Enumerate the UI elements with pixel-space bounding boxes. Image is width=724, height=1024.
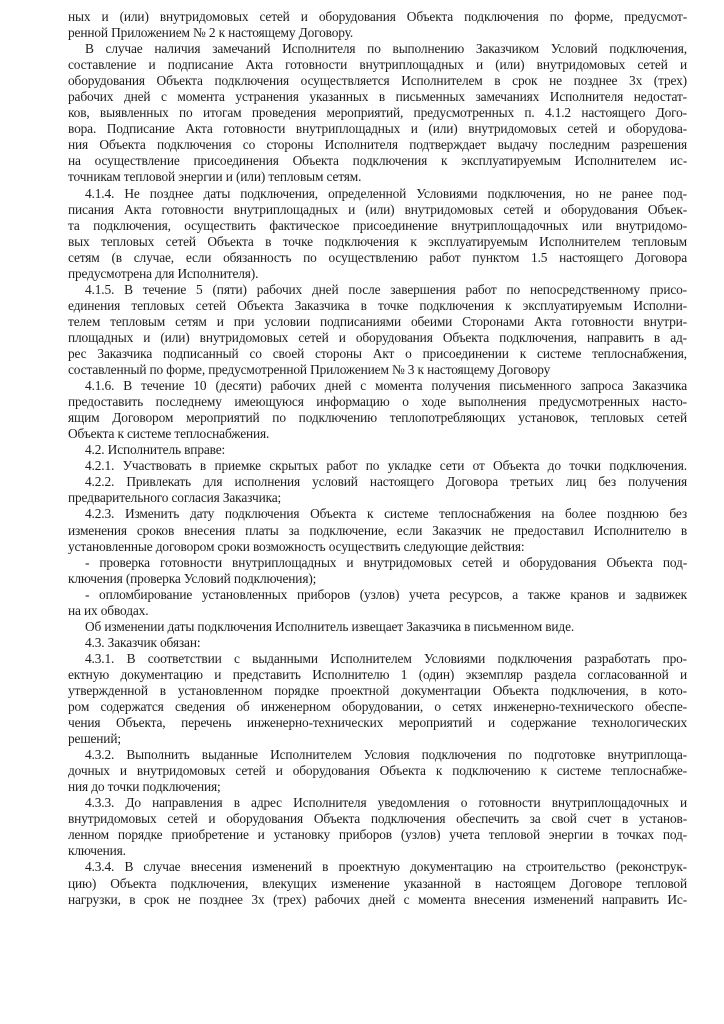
text-line: вора. Подписание Акта готовности внутриплощадных и (или) внутридомовых сетей и оборудова- bbox=[68, 121, 687, 137]
text-line: 4.2.3. Изменить дату подключения Объекта к системе теплоснабжения на более позднюю без bbox=[85, 506, 687, 522]
text-line: утвержденной в установленном порядке проектной документации Объекта подключения, в кото- bbox=[68, 682, 687, 698]
text-line: ектную документацию и представить Исполнителю 1 (один) экземпляр раздела согласованной и bbox=[68, 666, 687, 682]
text-line: ключения. bbox=[68, 843, 126, 859]
text-line: телем тепловым сетям и при условии подписаниями обеими Сторонами Акта готовности внутри- bbox=[68, 313, 687, 329]
text-line: 4.1.6. В течение 10 (десяти) рабочих дней с момента получения письменного запроса Заказчика bbox=[85, 378, 687, 394]
text-line: 4.1.4. Не позднее даты подключения, определенной Условиями подключения, но не ранее под- bbox=[85, 185, 687, 201]
text-line: ключения (проверка Условий подключения); bbox=[68, 570, 317, 586]
text-line: писания Акта готовности внутриплощадных и (или) внутридомовых сетей и оборудования Объек- bbox=[68, 201, 687, 217]
text-line: на осуществление присоединения Объекта подключения к эксплуатируемым Исполнителем ис- bbox=[68, 153, 687, 169]
text-line: предусмотрена для Исполнителя). bbox=[68, 265, 259, 281]
text-line: установленные договором сроки возможность осуществить следующие действия: bbox=[68, 538, 525, 554]
text-line: решений; bbox=[68, 731, 121, 747]
text-line: ния Объекта подключения со стороны Исполнителя подтверждает выдачу последним разрешения bbox=[68, 137, 687, 153]
text-line: 4.1.5. В течение 5 (пяти) рабочих дней после завершения работ по непосредственному присо- bbox=[85, 281, 687, 297]
document-page bbox=[68, 9, 687, 908]
text-line: сетям (в случае, если обязанность по осуществлению работ пунктом 1.5 настоящего Договора bbox=[68, 249, 687, 265]
text-line: составление и подписание Акта готовности внутриплощадных и (или) внутридомовых сетей и bbox=[68, 57, 687, 73]
text-line: предоставить последнему имеющуюся информацию о ходе выполнения предусмотренных насто- bbox=[68, 394, 687, 410]
text-line: 4.3.1. В соответствии с выданными Исполнителем Условиями подключения разработать про- bbox=[85, 650, 687, 666]
text-line: составленный по форме, предусмотренной Приложением № 3 к настоящему Договору bbox=[68, 362, 551, 378]
text-line: ренной Приложением № 2 к настоящему Договору. bbox=[68, 25, 354, 41]
text-line: 4.3. Заказчик обязан: bbox=[85, 634, 201, 650]
text-line: В случае наличия замечаний Исполнителя по выполнению Заказчиком Условий подключения, bbox=[85, 41, 687, 57]
text-line: предварительного согласия Заказчика; bbox=[68, 490, 282, 506]
text-line: Объекта к системе теплоснабжения. bbox=[68, 426, 270, 442]
text-line: ящим Договором мероприятий по подключению теплопотребляющих установок, тепловых сетей bbox=[68, 410, 687, 426]
text-line: ния до точки подключения; bbox=[68, 779, 221, 795]
text-line: цию) Объекта подключения, влекущих изменение указанной в настоящем Договоре тепловой bbox=[68, 875, 687, 891]
text-line: 4.2.2. Привлекать для исполнения условий настоящего Договора третьих лиц без получения bbox=[85, 474, 687, 490]
text-line: ков, выявленных по итогам проведения мероприятий, предусмотренных п. 4.1.2 настоящего Дого- bbox=[68, 105, 687, 121]
text-line: оборудования Объекта подключения осуществляется Исполнителем в срок не позднее 3х (трех) bbox=[68, 73, 687, 89]
text-line: 4.2.1. Участвовать в приемке скрытых работ по укладке сети от Объекта до точки подключения. bbox=[85, 458, 687, 474]
text-line: ных и (или) внутридомовых сетей и оборудования Объекта подключения по форме, предусмот- bbox=[68, 9, 687, 24]
text-line: рабочих дней с момента устранения указанных в письменных замечаниях Исполнителя недостат- bbox=[68, 89, 687, 105]
text-line: точникам тепловой энергии и (или) тепловым сетям. bbox=[68, 169, 362, 185]
text-line: ленном порядке приобретение и установку приборов (узлов) учета тепловой энергии в точках под- bbox=[68, 827, 687, 843]
text-line: внутридомовых сетей и оборудования Объекта подключения обеспечить за свой счет в установ- bbox=[68, 811, 687, 827]
text-line: рес Заказчика подписанный со своей стороны Акт о присоединении к системе теплоснабжения, bbox=[68, 345, 687, 361]
text-line: ром содержатся сведения об инженерном оборудовании, о сетях инженерно-технического обеспе- bbox=[68, 699, 687, 715]
text-line: Об изменении даты подключения Исполнитель извещает Заказчика в письменном виде. bbox=[85, 618, 575, 634]
text-line: нагрузки, в срок не позднее 3х (трех) рабочих дней с момента внесения изменений направить Ис- bbox=[68, 891, 687, 907]
text-line: дочных и внутридомовых сетей и оборудования Объекта к подключению к системе теплоснабже- bbox=[68, 763, 687, 779]
text-line: та подключения, осуществить фактическое присоединение внутриплощадочных или внутридомо- bbox=[68, 217, 687, 233]
text-line: - проверка готовности внутриплощадных и внутридомовых сетей и оборудования Объекта под- bbox=[85, 554, 687, 570]
text-line: вых тепловых сетей Объекта в точке подключения к эксплуатируемым Исполнителем тепловым bbox=[68, 233, 687, 249]
text-line: на их обводах. bbox=[68, 602, 149, 618]
text-line: 4.2. Исполнитель вправе: bbox=[85, 442, 226, 458]
text-line: 4.3.3. До направления в адрес Исполнителя уведомления о готовности внутриплощадочных и bbox=[85, 795, 687, 811]
text-line: 4.3.4. В случае внесения изменений в проектную документацию на строительство (реконструк- bbox=[85, 859, 687, 875]
text-line: 4.3.2. Выполнить выданные Исполнителем Условия подключения по подготовке внутриплоща- bbox=[85, 747, 687, 763]
text-line: - опломбирование установленных приборов (узлов) учета ресурсов, а также кранов и задвижек bbox=[85, 586, 687, 602]
text-line: единения тепловых сетей Объекта Заказчика в точке подключения к эксплуатируемым Исполни- bbox=[68, 297, 687, 313]
text-line: чения Объекта, перечень инженерно-технических мероприятий и содержание технологических bbox=[68, 715, 687, 731]
text-line: изменения сроков внесения платы за подключение, если Заказчик не предоставил Исполнителю в bbox=[68, 522, 687, 538]
text-line: площадных и (или) внутридомовых сетей и оборудования Объекта подключения, направить в ад- bbox=[68, 329, 687, 345]
